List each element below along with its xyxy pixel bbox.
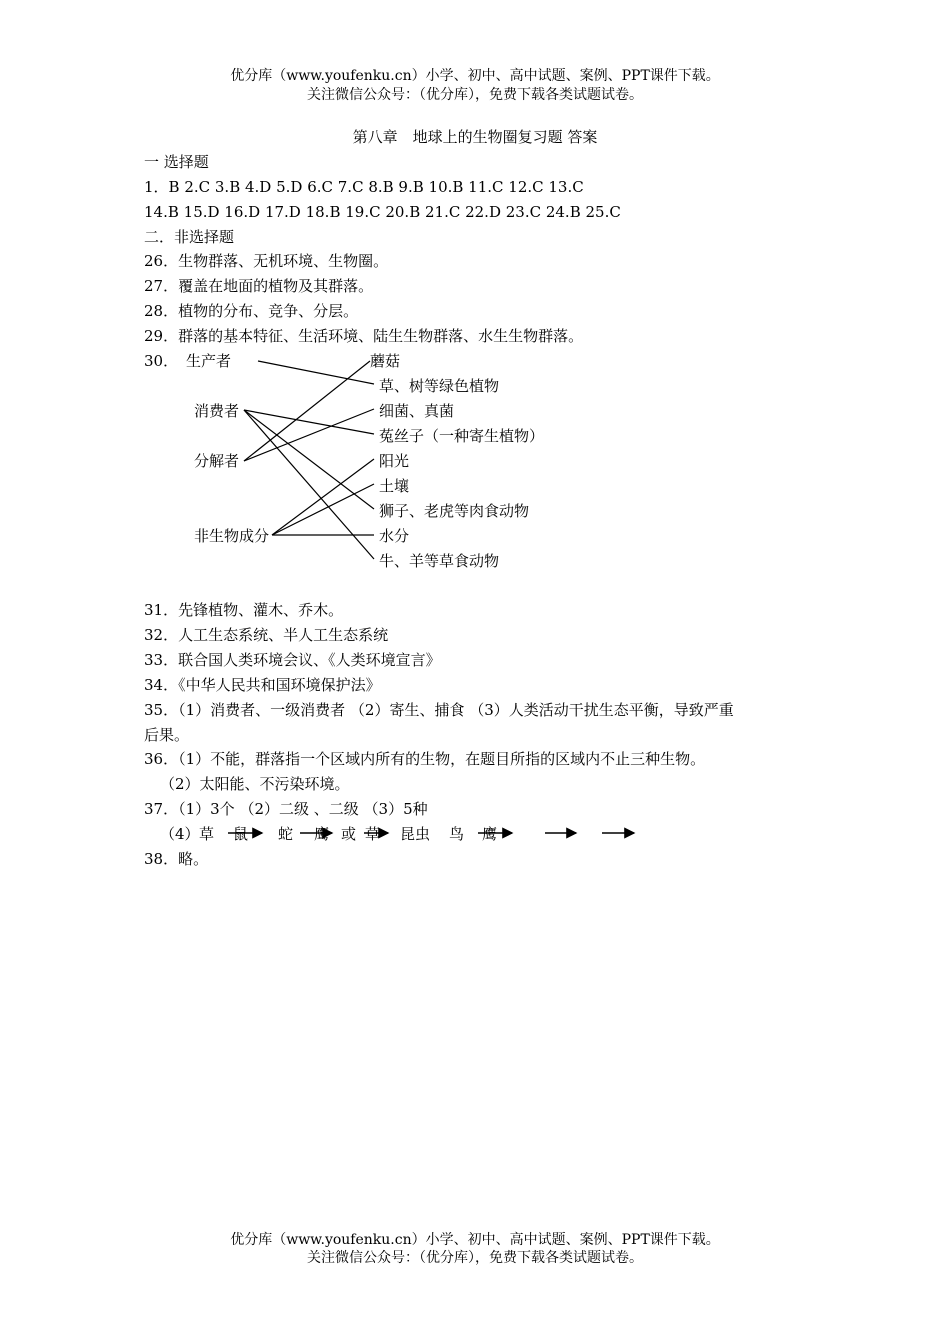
answer-32: 32．人工生态系统、半人工生态系统 [144,626,389,644]
answer-36-line-2: （2）太阳能、不污染环境。 [160,775,350,793]
page-title: 第八章 地球上的生物圈复习题 答案 [352,128,598,146]
answer-36-line-1: 36．（1）不能，群落指一个区域内所有的生物，在题目所指的区域内不止三种生物。 [144,750,706,768]
header-line-2: 关注微信公众号：（优分库），免费下载各类试题试卷。 [307,87,643,103]
answer-35-line-1: 35．（1）消费者、一级消费者 （2）寄生、捕食 （3）人类活动干扰生态平衡，导致严重 [144,701,734,719]
match-right-dodder: 菟丝子（一种寄生植物） [379,427,545,445]
answer-33: 33．联合国人类环境会议、《人类环境宣言》 [144,651,441,669]
match-right-bacteria-fungi: 细菌、真菌 [379,402,455,420]
match-right-green-plants: 草、树等绿色植物 [379,377,500,395]
answer-31: 31．先锋植物、灌木、乔木。 [144,601,344,619]
answer-26: 26．生物群落、无机环境、生物圈。 [144,252,389,270]
match-left-consumer: 消费者 [194,402,240,420]
section-nonchoice-heading: 二．非选择题 [144,228,235,246]
answer-37-line-1: 37．（1）3个 （2）二级 、二级 （3）5种 [144,800,428,818]
match-right-soil: 土壤 [379,477,410,495]
chain2-grass: 草 [365,825,381,843]
section-choice-heading: 一 选择题 [144,153,209,171]
match-right-mushroom: 蘑菇 [370,352,401,370]
chain1-snake: 蛇 [278,825,294,843]
match-right-sunlight: 阳光 [379,452,410,470]
mc-answers-row-1: 1．B 2.C 3.B 4.D 5.D 6.C 7.C 8.B 9.B 10.B 11.C 12.C 13.C [144,178,584,196]
answer-38: 38．略。 [144,850,209,868]
mc-answers-row-2: 14.B 15.D 16.D 17.D 18.B 19.C 20.B 21.C 22.D 23.C 24.B 25.C [144,203,621,221]
chain1-mouse: 鼠 [233,825,249,843]
answer-28: 28．植物的分布、竞争、分层。 [144,302,359,320]
answer-29: 29．群落的基本特征、生活环境、陆生生物群落、水生生物群落。 [144,327,584,345]
chain-or: 或 [341,825,357,843]
chain2-bird: 鸟 [449,825,465,843]
chain1-grass: 草 [199,825,215,843]
match-right-water: 水分 [379,527,410,545]
answer-35-line-2: 后果。 [144,726,190,744]
match-left-decomposer: 分解者 [194,452,240,470]
answer-37-4-prefix: （4） [160,825,200,843]
chain1-eagle: 鹰 [314,825,330,843]
match-left-abiotic: 非生物成分 [194,527,270,545]
match-right-carnivores: 狮子、老虎等肉食动物 [379,502,530,520]
chain2-insect: 昆虫 [400,825,431,843]
footer-line-2: 关注微信公众号：（优分库），免费下载各类试题试卷。 [307,1250,643,1266]
header-line-1: 优分库（www.youfenku.cn）小学、初中、高中试题、案例、PPT课件下载。 [230,68,720,84]
chain2-eagle: 鹰 [482,825,498,843]
match-left-producer: 生产者 [186,352,232,370]
answer-27: 27．覆盖在地面的植物及其群落。 [144,277,374,295]
match-right-herbivores: 牛、羊等草食动物 [379,552,500,570]
footer-line-1: 优分库（www.youfenku.cn）小学、初中、高中试题、案例、PPT课件下载。 [230,1232,720,1248]
answer-30-number: 30． [144,352,179,370]
answer-34: 34．《中华人民共和国环境保护法》 [144,676,381,694]
